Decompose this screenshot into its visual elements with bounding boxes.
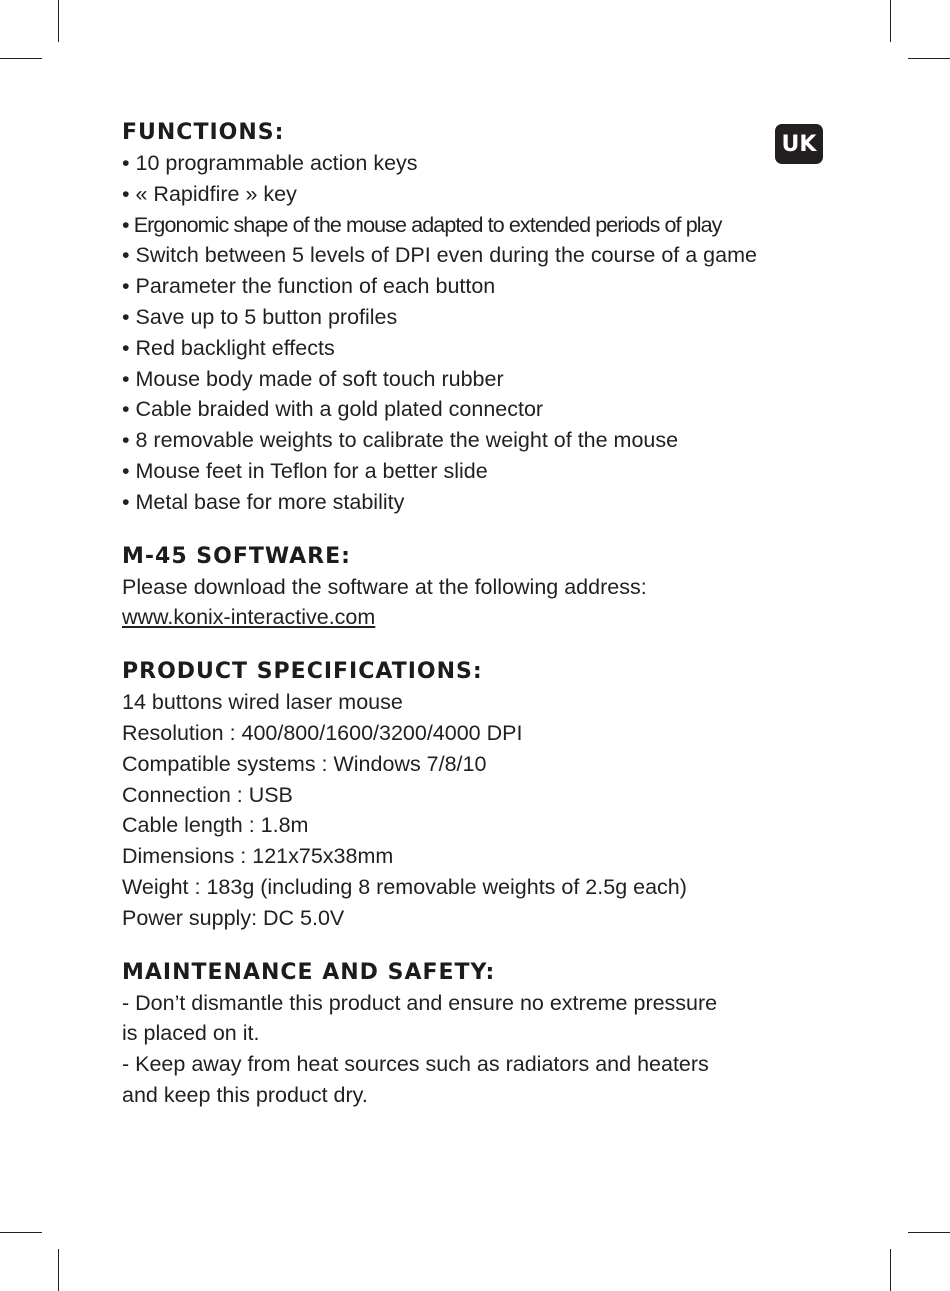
crop-mark bbox=[890, 1249, 891, 1291]
specs-section bbox=[122, 657, 782, 933]
crop-mark bbox=[908, 1232, 950, 1233]
software-link-line bbox=[122, 602, 782, 633]
crop-mark bbox=[0, 58, 42, 59]
function-item: • 10 programmable action keys bbox=[122, 151, 418, 175]
functions-heading: FUNCTIONS: bbox=[122, 120, 285, 145]
software-link[interactable]: www.konix-interactive.com bbox=[122, 605, 376, 630]
spec-item: Resolution : 400/800/1600/3200/4000 DPI bbox=[122, 720, 523, 745]
language-badge: UK bbox=[775, 124, 823, 164]
function-item: • Mouse feet in Teflon for a better slide bbox=[122, 458, 488, 483]
maintenance-section bbox=[122, 958, 782, 1111]
crop-mark bbox=[908, 58, 950, 59]
spec-item: Weight : 183g (including 8 removable weights of 2.5g each) bbox=[122, 874, 687, 899]
maintenance-line: is placed on it. bbox=[122, 1021, 260, 1046]
software-heading: M-45 SOFTWARE: bbox=[122, 543, 351, 569]
specs-heading: PRODUCT SPECIFICATIONS: bbox=[122, 659, 483, 685]
maintenance-line: and keep this product dry. bbox=[122, 1082, 368, 1107]
function-item: • 8 removable weights to calibrate the weight of the mouse bbox=[122, 428, 679, 453]
function-item: • Red backlight effects bbox=[122, 335, 335, 360]
function-item: • Metal base for more stability bbox=[122, 489, 405, 514]
maintenance-heading: MAINTENANCE AND SAFETY: bbox=[122, 959, 496, 985]
spec-item: Compatible systems : Windows 7/8/10 bbox=[122, 751, 487, 776]
crop-mark bbox=[890, 0, 891, 42]
function-item: • Parameter the function of each button bbox=[122, 274, 496, 299]
spec-item: Cable length : 1.8m bbox=[122, 813, 309, 838]
function-item: • Switch between 5 levels of DPI even during the course of a game bbox=[122, 243, 757, 268]
spec-item: Connection : USB bbox=[122, 782, 293, 807]
function-item: • Cable braided with a gold plated connector bbox=[122, 397, 544, 422]
maintenance-line: - Don’t dismantle this product and ensure no extreme pressure bbox=[122, 990, 718, 1015]
function-item: • Mouse body made of soft touch rubber bbox=[122, 366, 504, 391]
software-text: Please download the software at the following address: bbox=[122, 574, 647, 599]
manual-content bbox=[122, 118, 782, 1111]
spec-item: Dimensions : 121x75x38mm bbox=[122, 844, 394, 869]
functions-section bbox=[122, 118, 782, 518]
crop-mark bbox=[58, 1249, 59, 1291]
function-item: • « Rapidfire » key bbox=[122, 181, 297, 206]
function-item: • Ergonomic shape of the mouse adapted to extended periods of play bbox=[122, 212, 722, 237]
spec-item: 14 buttons wired laser mouse bbox=[122, 690, 403, 715]
crop-mark bbox=[58, 0, 59, 42]
spec-item: Power supply: DC 5.0V bbox=[122, 905, 345, 930]
software-section bbox=[122, 542, 782, 634]
crop-mark bbox=[0, 1232, 42, 1233]
function-item: • Save up to 5 button profiles bbox=[122, 304, 398, 329]
maintenance-line: - Keep away from heat sources such as radiators and heaters bbox=[122, 1052, 709, 1077]
